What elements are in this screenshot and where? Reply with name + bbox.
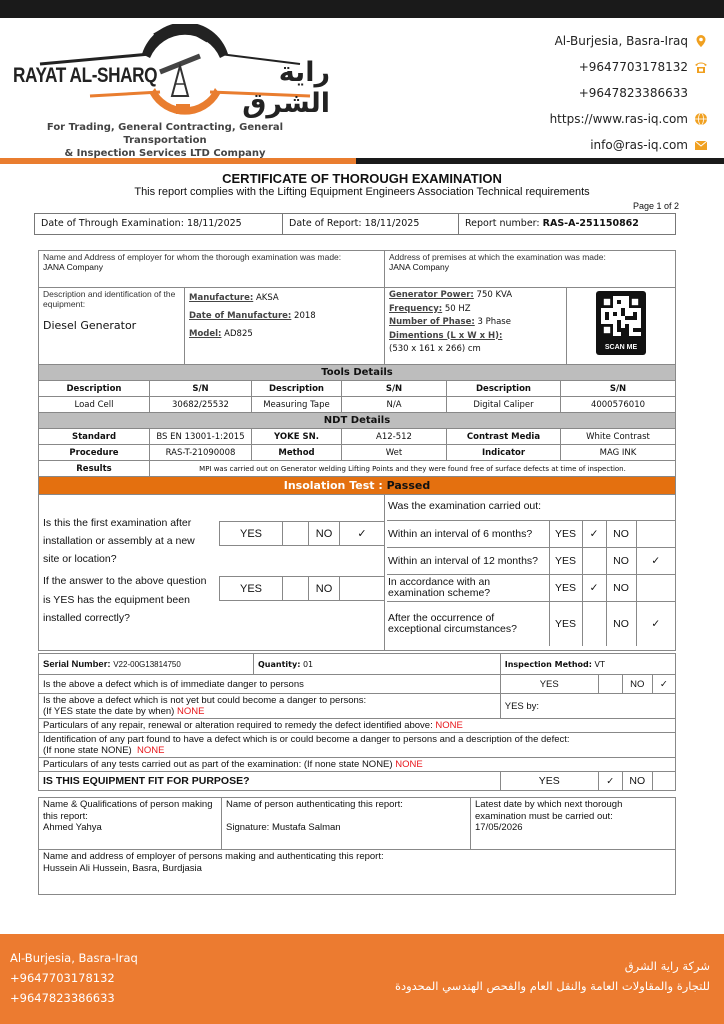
qr-code-icon xyxy=(601,296,641,336)
yes-by-field[interactable]: YES by: xyxy=(500,694,675,719)
employer-cell xyxy=(39,251,385,288)
envelope-icon xyxy=(694,138,708,152)
tools-col-desc-2: Description xyxy=(252,381,342,397)
serial-cell xyxy=(39,654,254,675)
installed-yes-check[interactable] xyxy=(283,577,309,601)
model-label: Model: xyxy=(189,329,222,339)
footer-arabic-description: للتجارة والمقاولات العامة والنقل العام والفحص الهندسي المحدودة xyxy=(394,979,710,993)
fit-yes-check[interactable]: ✓ xyxy=(598,772,622,791)
tools-title: Tools Details xyxy=(39,365,676,381)
company-tagline xyxy=(10,121,320,160)
ndt-contrast-value: White Contrast xyxy=(561,429,676,445)
employer-label: Name and Address of employer for whom the thorough examination was made: xyxy=(43,252,342,262)
tests-value: NONE xyxy=(395,759,423,770)
tools-col-sn-2: S/N xyxy=(342,381,447,397)
interval-row-6-months xyxy=(387,521,676,548)
frequency-value: 50 HZ xyxy=(444,303,471,314)
report-date-label: Date of Report: xyxy=(289,218,362,229)
defect-identification-question: Identification of any part found to have a defect which is or could become a danger to persons and a description of the defect: xyxy=(43,734,570,745)
report-maker-cell xyxy=(39,798,222,850)
exceptional-yes-check[interactable] xyxy=(582,602,606,646)
future-danger-question: Is the above a defect which is not yet but could become a danger to persons: xyxy=(43,695,367,706)
ndt-title: NDT Details xyxy=(39,413,676,429)
ndt-results-row xyxy=(39,461,676,477)
contact-block xyxy=(550,28,708,158)
dates-bar xyxy=(34,213,676,235)
quantity-cell xyxy=(254,654,501,675)
date-mfg-label: Date of Manufacture: xyxy=(189,311,292,321)
defects-table xyxy=(38,653,676,791)
phase-label: Number of Phase: xyxy=(389,317,475,327)
qr-cell xyxy=(567,288,676,365)
insulation-value: Passed xyxy=(386,479,431,492)
first-exam-yes-check[interactable] xyxy=(283,522,309,546)
next-exam-cell xyxy=(471,798,676,850)
manufacture-value: AKSA xyxy=(255,293,279,303)
dimensions-value: (530 x 161 x 266) cm xyxy=(389,344,481,354)
exceptional-circumstances-question: After the occurrence of exceptional circumstances? xyxy=(387,602,549,646)
first-exam-answer xyxy=(219,521,385,546)
tool-desc-2: Measuring Tape xyxy=(252,397,342,413)
exam-carried-out-heading: Was the examination carried out: xyxy=(388,500,542,512)
ndt-yoke-value: A12-512 xyxy=(342,429,447,445)
exam-date-label: Date of Through Examination: xyxy=(41,218,184,229)
model-value: AD825 xyxy=(224,329,253,339)
tagline-line-2: & Inspection Services LTD Company xyxy=(64,148,266,159)
questions-divider xyxy=(384,494,385,650)
equipment-desc-cell xyxy=(39,288,185,365)
ndt-procedure-value: RAS-T-21090008 xyxy=(150,445,252,461)
installed-answer xyxy=(219,576,385,601)
fit-no: NO xyxy=(622,772,652,791)
ndt-row-1 xyxy=(39,429,676,445)
immediate-danger-question: Is the above a defect which is of immediate danger to persons xyxy=(39,675,501,694)
dimensions-label: Dimentions (L x W x H): xyxy=(389,330,503,341)
fit-no-check[interactable] xyxy=(652,772,675,791)
phase-value: 3 Phase xyxy=(477,317,511,327)
power-value: 750 KVA xyxy=(476,290,513,300)
insulation-test-cell xyxy=(39,477,676,495)
ndt-results-value: MPI was carried out on Generator welding Lifting Points and they were found free of surface defects at time of inspection. xyxy=(150,461,676,477)
email-link[interactable]: info@ras-iq.com xyxy=(590,138,688,152)
authenticator-cell xyxy=(222,798,471,850)
future-danger-cell xyxy=(39,694,501,719)
certificate-title: CERTIFICATE OF THOROUGH EXAMINATION xyxy=(222,171,502,186)
contact-website[interactable] xyxy=(550,106,708,132)
ndt-procedure-label: Procedure xyxy=(39,445,150,461)
repair-row xyxy=(39,719,676,733)
logo-text-ar: راية الشرق xyxy=(242,57,330,119)
tools-ndt-table xyxy=(38,364,676,495)
installed-yes: YES xyxy=(220,577,283,601)
ndt-indicator-value: MAG INK xyxy=(561,445,676,461)
footer xyxy=(0,934,724,1024)
ndt-results-label: Results xyxy=(39,461,150,477)
equipment-desc-value: Diesel Generator xyxy=(43,319,137,332)
first-exam-yes: YES xyxy=(220,522,283,546)
defect-identification-hint: (If none state NONE) xyxy=(43,745,132,756)
serial-value: V22-00G13814750 xyxy=(113,659,181,669)
exam-date-value: 18/11/2025 xyxy=(186,218,242,229)
equipment-desc-label: Description and identification of the equipment: xyxy=(43,289,176,309)
top-bar xyxy=(0,0,724,18)
tools-columns-row xyxy=(39,381,676,397)
report-number-value: RAS-A-251150862 xyxy=(542,218,639,229)
employer-persons-value: Hussein Ali Hussein, Basra, Burdjasia xyxy=(43,862,202,874)
insulation-test-row xyxy=(39,477,676,495)
manufacture-cell xyxy=(185,288,385,365)
next-exam-date: 17/05/2026 xyxy=(475,822,523,833)
tagline-line-1: For Trading, General Contracting, General Transportation xyxy=(46,122,284,146)
generator-specs-cell xyxy=(385,288,567,365)
immediate-danger-row xyxy=(39,675,676,694)
authenticator-label: Name of person authenticating this report: xyxy=(226,799,403,810)
signatures-table xyxy=(38,797,676,895)
fit-yes: YES xyxy=(500,772,598,791)
telephone-icon xyxy=(694,60,708,74)
qr-scan-label: SCAN ME xyxy=(604,344,638,351)
exceptional-no-check[interactable]: ✓ xyxy=(636,602,676,646)
immediate-danger-no-check[interactable]: ✓ xyxy=(652,675,675,694)
interval-12-no: NO xyxy=(606,548,636,575)
logo-text-en: RAYAT AL-SHARQ xyxy=(13,64,158,87)
employer-persons-row xyxy=(39,850,676,895)
exceptional-yes: YES xyxy=(549,602,582,646)
interval-6-no-check[interactable] xyxy=(636,521,676,548)
ndt-standard-label: Standard xyxy=(39,429,150,445)
interval-6-yes: YES xyxy=(549,521,582,548)
future-danger-row xyxy=(39,694,676,719)
footer-phone-1[interactable]: +9647703178132 xyxy=(10,971,115,985)
phone-2-text[interactable]: +9647823386633 xyxy=(578,86,688,100)
employer-value: JANA Company xyxy=(43,262,103,272)
ndt-method-label: Method xyxy=(252,445,342,461)
question-first-exam: Is this the first examination after installation or assembly at a new site or location? xyxy=(43,517,195,565)
qr-code[interactable] xyxy=(596,291,646,355)
premises-cell xyxy=(385,251,676,288)
immediate-danger-yes-check[interactable] xyxy=(598,675,622,694)
insulation-label: Insolation Test : xyxy=(283,479,383,492)
serial-label: Serial Number: xyxy=(43,658,111,670)
exam-date-cell xyxy=(35,214,283,234)
repair-value: NONE xyxy=(435,720,463,731)
date-mfg-value: 2018 xyxy=(294,311,316,321)
location-pin-icon xyxy=(694,34,708,48)
exam-scheme-question: In accordance with an examination scheme? xyxy=(387,575,549,602)
contact-phone-2[interactable] xyxy=(550,80,708,106)
contact-email[interactable] xyxy=(550,132,708,158)
quantity-label: Quantity: xyxy=(258,659,301,669)
employer-persons-cell xyxy=(39,850,676,895)
tests-cell xyxy=(39,758,676,772)
interval-12-months-question: Within an interval of 12 months? xyxy=(387,548,549,575)
report-number-cell xyxy=(459,214,675,234)
inspection-method-value: VT xyxy=(594,659,605,669)
installed-no-check[interactable] xyxy=(340,577,385,601)
frequency-label: Frequency: xyxy=(389,303,443,314)
tool-sn-3: 4000576010 xyxy=(561,397,676,413)
tools-col-desc-1: Description xyxy=(39,381,150,397)
report-maker-value: Ahmed Yahya xyxy=(43,822,102,833)
ndt-row-2 xyxy=(39,445,676,461)
ndt-contrast-label: Contrast Media xyxy=(447,429,561,445)
address-text: Al-Burjesia, Basra-Iraq xyxy=(554,34,688,48)
ndt-yoke-label: YOKE SN. xyxy=(252,429,342,445)
tool-sn-2: N/A xyxy=(342,397,447,413)
equipment-table xyxy=(38,250,676,365)
manufacture-label: Manufacture: xyxy=(189,293,254,303)
exam-scheme-yes-check[interactable]: ✓ xyxy=(582,575,606,602)
first-exam-no-check[interactable]: ✓ xyxy=(340,522,385,546)
premises-value: JANA Company xyxy=(389,262,449,272)
immediate-danger-yes: YES xyxy=(500,675,598,694)
tool-desc-3: Digital Caliper xyxy=(447,397,561,413)
certificate-subtitle: This report complies with the Lifting Equipment Engineers Association Technical requirements xyxy=(134,186,590,198)
first-exam-no: NO xyxy=(309,522,340,546)
page-number: Page 1 of 2 xyxy=(632,201,679,211)
company-logo xyxy=(10,24,330,119)
tool-sn-1: 30682/25532 xyxy=(150,397,252,413)
footer-address: Al-Burjesia, Basra-Iraq xyxy=(10,951,138,965)
footer-contact xyxy=(10,948,138,1008)
interval-row-12-months xyxy=(387,548,676,575)
repair-cell xyxy=(39,719,676,733)
ndt-method-value: Wet xyxy=(342,445,447,461)
globe-icon xyxy=(694,112,708,126)
tools-col-desc-3: Description xyxy=(447,381,561,397)
contact-phone-1[interactable] xyxy=(550,54,708,80)
report-date-cell xyxy=(283,214,459,234)
tool-desc-1: Load Cell xyxy=(39,397,150,413)
defect-identification-cell xyxy=(39,733,676,758)
questions-block xyxy=(38,494,676,651)
ndt-indicator-label: Indicator xyxy=(447,445,561,461)
header-divider-black xyxy=(356,158,724,164)
premises-label: Address of premises at which the examination was made: xyxy=(389,252,606,262)
interval-6-yes-check[interactable]: ✓ xyxy=(582,521,606,548)
ndt-standard-value: BS EN 13001-1:2015 xyxy=(150,429,252,445)
inspection-method-cell xyxy=(500,654,675,675)
interval-6-no: NO xyxy=(606,521,636,548)
phone-1-text[interactable]: +9647703178132 xyxy=(578,60,688,74)
interval-12-no-check[interactable]: ✓ xyxy=(636,548,676,575)
footer-phone-2[interactable]: +9647823386633 xyxy=(10,991,115,1005)
fit-for-purpose-row xyxy=(39,772,676,791)
question-installed-correctly: If the answer to the above question is YES has the equipment been installed correctly? xyxy=(43,575,207,624)
exam-scheme-row xyxy=(387,575,676,602)
tools-header-row xyxy=(39,365,676,381)
fit-for-purpose-question: IS THIS EQUIPMENT FIT FOR PURPOSE? xyxy=(39,772,501,791)
contact-address xyxy=(550,28,708,54)
exam-scheme-yes: YES xyxy=(549,575,582,602)
tests-question: Particulars of any tests carried out as part of the examination: (If none state NONE) xyxy=(43,759,393,770)
report-date-value: 18/11/2025 xyxy=(364,218,420,229)
quantity-value: 01 xyxy=(302,659,314,669)
employer-persons-label: Name and address of employer of persons making and authenticating this report: xyxy=(43,851,384,862)
defect-identification-value: NONE xyxy=(136,745,165,756)
footer-arabic xyxy=(395,956,710,996)
authenticator-signature: Signature: Mustafa Salman xyxy=(226,821,341,833)
exam-scheme-no-check[interactable] xyxy=(636,575,676,602)
ndt-header-row xyxy=(39,413,676,429)
footer-arabic-name: شركة راية الشرق xyxy=(624,959,710,973)
report-number-label: Report number: xyxy=(465,218,540,229)
tools-col-sn-1: S/N xyxy=(150,381,252,397)
power-label: Generator Power: xyxy=(389,290,474,300)
interval-12-yes-check[interactable] xyxy=(582,548,606,575)
exam-scheme-no: NO xyxy=(606,575,636,602)
report-maker-label: Name & Qualifications of person making this report: xyxy=(43,799,213,822)
tools-data-row xyxy=(39,397,676,413)
interval-6-months-question: Within an interval of 6 months? xyxy=(387,521,549,548)
defect-identification-row xyxy=(39,733,676,758)
repair-question: Particulars of any repair, renewal or alteration required to remedy the defect identified above: xyxy=(43,720,433,731)
future-danger-hint: (If YES state the date by when) xyxy=(43,706,175,717)
signatures-row xyxy=(39,798,676,850)
serial-row xyxy=(39,654,676,675)
tools-col-sn-3: S/N xyxy=(561,381,676,397)
future-danger-value: NONE xyxy=(176,706,205,717)
website-link[interactable]: https://www.ras-iq.com xyxy=(549,112,688,126)
tests-row xyxy=(39,758,676,772)
exceptional-circumstances-row xyxy=(387,602,676,646)
immediate-danger-no: NO xyxy=(622,675,652,694)
exam-interval-table xyxy=(387,520,676,646)
interval-12-yes: YES xyxy=(549,548,582,575)
installed-no: NO xyxy=(309,577,340,601)
exceptional-no: NO xyxy=(606,602,636,646)
inspection-method-label: Inspection Method: xyxy=(504,659,592,669)
next-exam-label: Latest date by which next thorough examination must be carried out: xyxy=(475,799,623,822)
